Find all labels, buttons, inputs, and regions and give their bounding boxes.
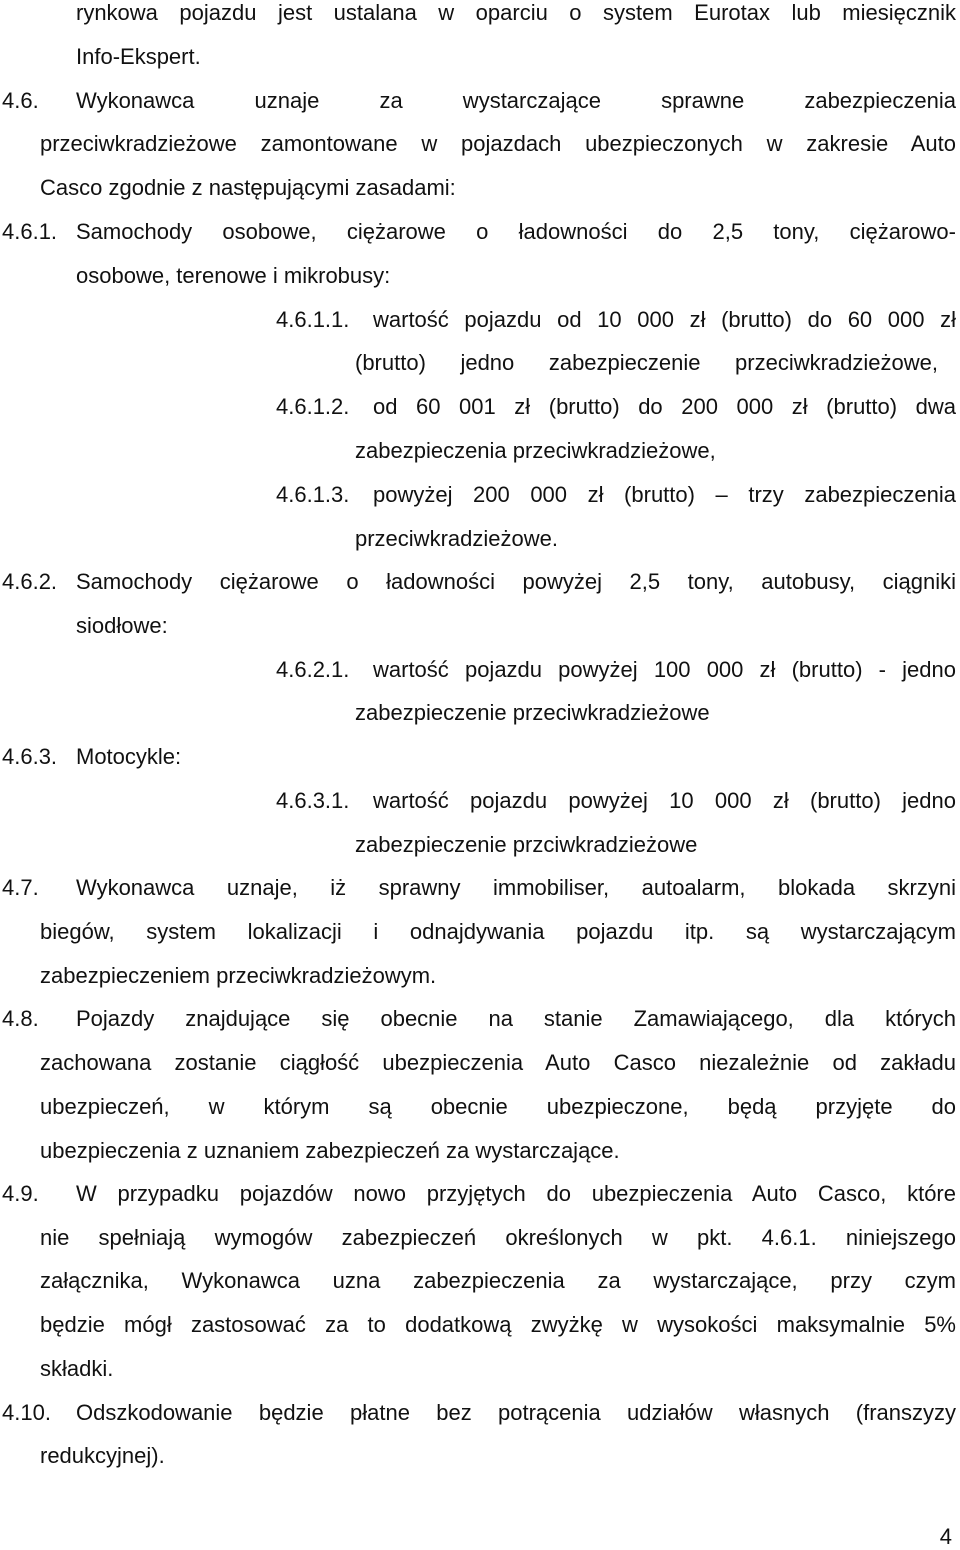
section-4-10-line-2: redukcyjnej). bbox=[40, 1443, 165, 1468]
section-4-6-2-line-2: siodłowe: bbox=[76, 613, 168, 638]
section-4-6-1-2-line-1: od 60 001 zł (brutto) do 200 000 zł (brutto) dwa bbox=[373, 394, 956, 419]
intro-line-2: Info-Ekspert. bbox=[76, 44, 201, 69]
section-number-4-6-1-2: 4.6.1.2. bbox=[276, 394, 350, 419]
section-number-4-6-1-3: 4.6.1.3. bbox=[276, 482, 350, 507]
section-4-6-1-3-line-1: powyżej 200 000 zł (brutto) – trzy zabezpieczenia bbox=[373, 482, 956, 507]
section-4-6-1-1-line-1: wartość pojazdu od 10 000 zł (brutto) do 60 000 zł bbox=[373, 307, 956, 332]
intro-line-1: rynkowa pojazdu jest ustalana w oparciu o system Eurotax lub miesięcznik bbox=[76, 0, 956, 25]
section-4-6-3-1-line-1: wartość pojazdu powyżej 10 000 zł (brutto) jedno bbox=[373, 788, 956, 813]
section-number-4-10: 4.10. bbox=[2, 1400, 51, 1425]
section-number-4-7: 4.7. bbox=[2, 875, 39, 900]
section-number-4-8: 4.8. bbox=[2, 1006, 39, 1031]
section-4-6-line-1: Wykonawca uznaje za wystarczające sprawne zabezpieczenia bbox=[76, 88, 956, 113]
section-4-6-line-2: przeciwkradzieżowe zamontowane w pojazdach ubezpieczonych w zakresie Auto bbox=[40, 131, 956, 156]
section-4-9-line-1: W przypadku pojazdów nowo przyjętych do ubezpieczenia Auto Casco, które bbox=[76, 1181, 956, 1206]
section-4-6-line-3: Casco zgodnie z następującymi zasadami: bbox=[40, 175, 456, 200]
section-number-4-6-2: 4.6.2. bbox=[2, 569, 58, 594]
section-4-9-line-3: załącznika, Wykonawca uzna zabezpieczenia za wystarczające, przy czym bbox=[40, 1268, 956, 1293]
section-4-7-line-3: zabezpieczeniem przeciwkradzieżowym. bbox=[40, 963, 437, 988]
section-4-6-2-1-line-1: wartość pojazdu powyżej 100 000 zł (brutto) - jedno bbox=[373, 657, 956, 682]
section-4-6-3-1-line-2: zabezpieczenie przciwkradzieżowe bbox=[355, 832, 698, 857]
section-number-4-9: 4.9. bbox=[2, 1181, 39, 1206]
section-4-9-line-5: składki. bbox=[40, 1356, 114, 1381]
section-4-9-line-4: będzie mógł zastosować za to dodatkową zwyżkę w wysokości maksymalnie 5% bbox=[40, 1312, 956, 1337]
page-number: 4 bbox=[939, 1524, 952, 1549]
section-number-4-6-3-1: 4.6.3.1. bbox=[276, 788, 350, 813]
section-number-4-6-2-1: 4.6.2.1. bbox=[276, 657, 350, 682]
section-4-8-line-2: zachowana zostanie ciągłość ubezpieczenia Auto Casco niezależnie od zakładu bbox=[40, 1050, 956, 1075]
section-4-8-line-3: ubezpieczeń, w którym są obecnie ubezpieczone, będą przyjęte do bbox=[40, 1094, 956, 1119]
section-4-6-1-1-line-2: (brutto) jedno zabezpieczenie przeciwkradzieżowe, bbox=[355, 350, 938, 375]
section-4-6-1-2-line-2: zabezpieczenia przeciwkradzieżowe, bbox=[355, 438, 716, 463]
section-4-8-line-1: Pojazdy znajdujące się obecnie na stanie Zamawiającego, dla których bbox=[76, 1006, 956, 1031]
section-number-4-6-1: 4.6.1. bbox=[2, 219, 58, 244]
section-4-6-2-1-line-2: zabezpieczenie przeciwkradzieżowe bbox=[355, 700, 710, 725]
section-4-10-line-1: Odszkodowanie będzie płatne bez potrącenia udziałów własnych (franszyzy bbox=[76, 1400, 956, 1425]
section-4-7-line-2: biegów, system lokalizacji i odnajdywania pojazdu itp. są wystarczającym bbox=[40, 919, 956, 944]
section-4-6-1-line-2: osobowe, terenowe i mikrobusy: bbox=[76, 263, 391, 288]
section-4-6-1-line-1: Samochody osobowe, ciężarowe o ładowności do 2,5 tony, ciężarowo- bbox=[76, 219, 956, 244]
section-4-6-3-line-1: Motocykle: bbox=[76, 744, 182, 769]
section-4-6-2-line-1: Samochody ciężarowe o ładowności powyżej 2,5 tony, autobusy, ciągniki bbox=[76, 569, 956, 594]
section-4-6-1-3-line-2: przeciwkradzieżowe. bbox=[355, 526, 558, 551]
section-number-4-6-3: 4.6.3. bbox=[2, 744, 58, 769]
section-number-4-6: 4.6. bbox=[2, 88, 39, 113]
section-4-7-line-1: Wykonawca uznaje, iż sprawny immobiliser, autoalarm, blokada skrzyni bbox=[76, 875, 956, 900]
section-number-4-6-1-1: 4.6.1.1. bbox=[276, 307, 350, 332]
section-4-9-line-2: nie spełniają wymogów zabezpieczeń określonych w pkt. 4.6.1. niniejszego bbox=[40, 1225, 956, 1250]
section-4-8-line-4: ubezpieczenia z uznaniem zabezpieczeń za wystarczające. bbox=[40, 1138, 620, 1163]
